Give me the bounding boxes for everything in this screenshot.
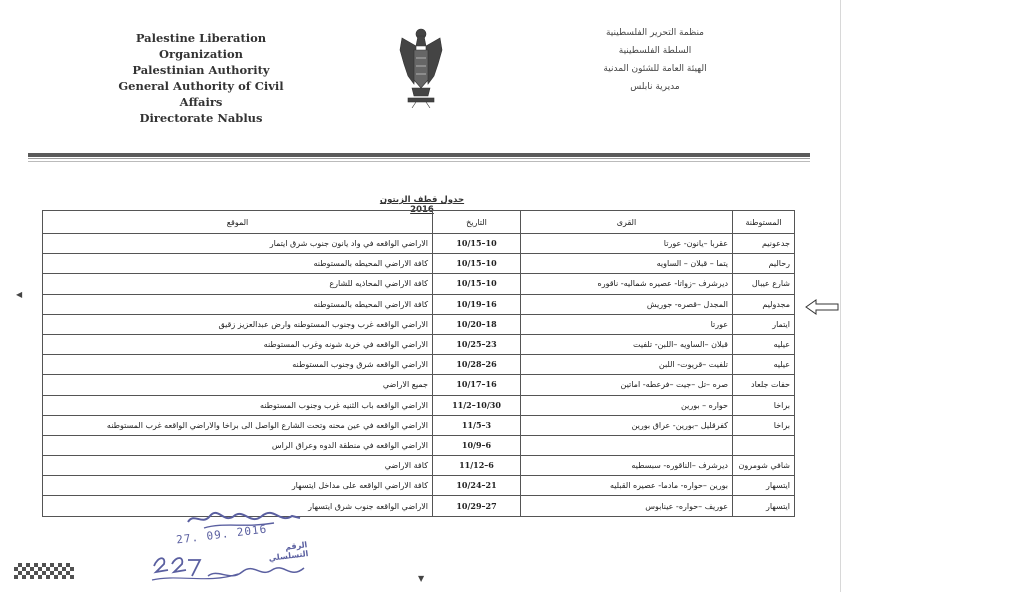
down-triangle-icon: ▼ bbox=[418, 574, 425, 583]
table-row bbox=[43, 456, 795, 476]
settlement-cell: ايتمار bbox=[733, 314, 795, 334]
location-cell: الاراضي الواقعه باب الثنيه غرب وجنوب المستوطنه bbox=[43, 395, 433, 415]
location-cell: الاراضي الواقعه جنوب شرق ايتسهار bbox=[43, 496, 433, 516]
villages-cell: قبلان –الساويه –اللبن- تلفيت bbox=[521, 334, 733, 354]
table-header-row bbox=[43, 211, 795, 234]
arabic-header-line: السلطة الفلسطينية bbox=[618, 46, 692, 56]
english-header-line: Palestinian Authority bbox=[132, 63, 270, 77]
date-header: التاريخ bbox=[433, 211, 521, 234]
location-cell: الاراضي الواقعه في واد يانون جنوب شرق ايتمار bbox=[43, 234, 433, 254]
harvest-schedule-table bbox=[42, 210, 795, 517]
location-cell: كافة الاراضي الواقعه على مداخل ايتسهار bbox=[43, 476, 433, 496]
date-cell: 10/9–6 bbox=[433, 435, 521, 455]
villages-cell: عوريف –حواره- عينابوس bbox=[521, 496, 733, 516]
table-row bbox=[43, 476, 795, 496]
date-cell: 10/15–10 bbox=[433, 274, 521, 294]
location-cell: جميع الاراضي bbox=[43, 375, 433, 395]
arabic-header bbox=[575, 24, 735, 96]
settlement-cell bbox=[733, 435, 795, 455]
stamp-date: 27. 09. 2016 bbox=[175, 522, 268, 547]
settlement-cell: براخا bbox=[733, 395, 795, 415]
table-row bbox=[43, 334, 795, 354]
location-cell: كافة الاراضي المحيطه بالمستوطنه bbox=[43, 254, 433, 274]
date-cell: 10/20–18 bbox=[433, 314, 521, 334]
table-row bbox=[43, 415, 795, 435]
villages-cell: بورين –حواره- مادما- عصيره القبليه bbox=[521, 476, 733, 496]
villages-cell: كفرقليل –بورين- عراق بورين bbox=[521, 415, 733, 435]
header-rule bbox=[28, 158, 810, 159]
english-header-line: Directorate Nablus bbox=[139, 111, 263, 125]
date-cell: 10/25–23 bbox=[433, 334, 521, 354]
location-cell: الاراضي الواقعه في عين محنه وتحت الشارع الواصل الى براخا والاراضي الواقعه غرب المستوطنه bbox=[43, 415, 433, 435]
date-cell: 10/17–16 bbox=[433, 375, 521, 395]
date-cell: 10/29–27 bbox=[433, 496, 521, 516]
arabic-header-line: مديرية نابلس bbox=[630, 82, 680, 92]
arabic-header-line: الهيئة العامة للشئون المدنية bbox=[603, 64, 707, 74]
stamp-serial-label: الرقم التسلسلي bbox=[268, 540, 309, 563]
villages-cell: المجدل –قصره- جوريش bbox=[521, 294, 733, 314]
left-triangle-icon: ◀ bbox=[16, 290, 23, 299]
location-cell: كافة الاراضي bbox=[43, 456, 433, 476]
settlement-cell: ايتسهار bbox=[733, 496, 795, 516]
villages-cell: ديرشرف –زواتا- عصيره شماليه- ناقوره bbox=[521, 274, 733, 294]
arrow-pointer-icon bbox=[804, 299, 840, 315]
english-header-line: Palestine Liberation Organization bbox=[135, 31, 267, 61]
location-cell: الاراضي الواقعه غرب وجنوب المستوطنه وارض عبدالعزيز زقيق bbox=[43, 314, 433, 334]
table-row bbox=[43, 395, 795, 415]
arabic-header-line: منظمة التحرير الفلسطينية bbox=[605, 28, 705, 38]
table-row bbox=[43, 355, 795, 375]
date-cell: 10/24–21 bbox=[433, 476, 521, 496]
location-cell: الاراضي الواقعه شرق وجنوب المستوطنه bbox=[43, 355, 433, 375]
location-cell: الاراضي الواقعه في منطقة الدوه وعراق الراس bbox=[43, 435, 433, 455]
table-row bbox=[43, 435, 795, 455]
table-title: جدول قطف الزيتون 2016 bbox=[379, 195, 465, 215]
table-row bbox=[43, 314, 795, 334]
date-cell: 11/2–10/30 bbox=[433, 395, 521, 415]
settlement-cell: شافي شومرون bbox=[733, 456, 795, 476]
settlement-cell: ايتسهار bbox=[733, 476, 795, 496]
villages-cell: يتما – قبلان – الساويه bbox=[521, 254, 733, 274]
header-rule bbox=[28, 153, 810, 157]
table-row bbox=[43, 234, 795, 254]
villages-cell: صره –تل –جيت –فرعطه- اماتين bbox=[521, 375, 733, 395]
settlement-cell: جدعونيم bbox=[733, 234, 795, 254]
settlement-header: المستوطنة bbox=[733, 211, 795, 234]
date-cell: 10/19–16 bbox=[433, 294, 521, 314]
english-header bbox=[96, 30, 306, 126]
page-edge bbox=[840, 0, 841, 592]
table-row bbox=[43, 375, 795, 395]
checker-pattern bbox=[14, 563, 74, 579]
settlement-cell: حفات جلعاد bbox=[733, 375, 795, 395]
date-cell: 10/15–10 bbox=[433, 234, 521, 254]
eagle-emblem bbox=[398, 24, 444, 108]
villages-cell bbox=[521, 435, 733, 455]
settlement-cell: مجدوليم bbox=[733, 294, 795, 314]
date-cell: 11/5–3 bbox=[433, 415, 521, 435]
settlement-cell: عيليه bbox=[733, 355, 795, 375]
villages-cell: تلفيت –قريوت- اللبن bbox=[521, 355, 733, 375]
table-row bbox=[43, 294, 795, 314]
date-cell: 11/12–6 bbox=[433, 456, 521, 476]
table-row bbox=[43, 274, 795, 294]
villages-cell: حواره – بورين bbox=[521, 395, 733, 415]
date-cell: 10/28–26 bbox=[433, 355, 521, 375]
header-rule bbox=[28, 161, 810, 162]
ministry-stamp bbox=[148, 506, 308, 590]
settlement-cell: شارع عيبال bbox=[733, 274, 795, 294]
date-cell: 10/15–10 bbox=[433, 254, 521, 274]
location-header: الموقع bbox=[43, 211, 433, 234]
location-cell: كافة الاراضي المحاذيه للشارع bbox=[43, 274, 433, 294]
villages-cell: عورتا bbox=[521, 314, 733, 334]
settlement-cell: رحاليم bbox=[733, 254, 795, 274]
english-header-line: General Authority of Civil Affairs bbox=[118, 79, 284, 109]
villages-cell: عقربا –يانون- عورتا bbox=[521, 234, 733, 254]
handwritten-serial-signature bbox=[148, 548, 308, 590]
settlement-cell: عيليه bbox=[733, 334, 795, 354]
villages-header: القرى bbox=[521, 211, 733, 234]
location-cell: الاراضي الواقعه في خربة شونه وغرب المستوطنه bbox=[43, 334, 433, 354]
table-row bbox=[43, 254, 795, 274]
location-cell: كافة الاراضي المحيطه بالمستوطنه bbox=[43, 294, 433, 314]
villages-cell: ديرشرف –الناقوره- سبسطيه bbox=[521, 456, 733, 476]
table-body bbox=[43, 234, 795, 517]
settlement-cell: براخا bbox=[733, 415, 795, 435]
